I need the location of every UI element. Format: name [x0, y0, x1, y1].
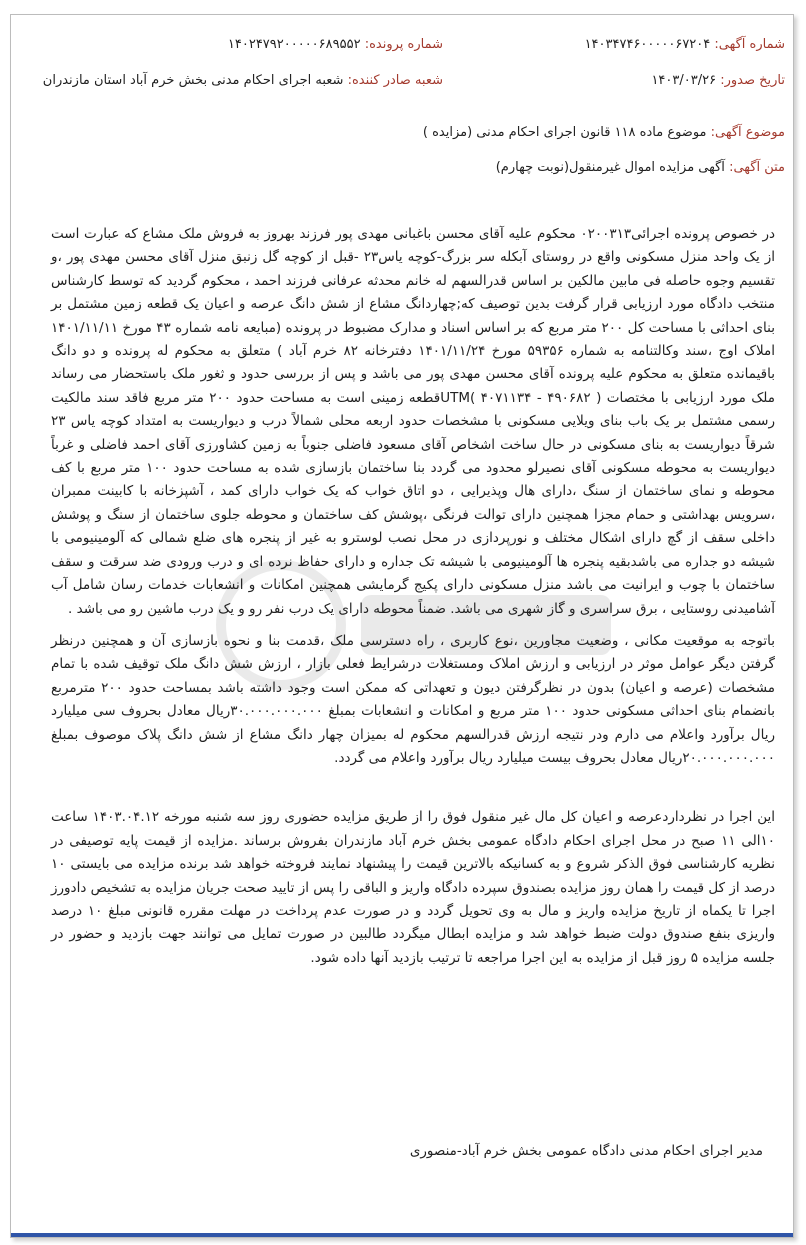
notice-subject — [423, 125, 785, 140]
issuing-branch-label: شعبه صادر کننده: — [347, 73, 443, 88]
notice-title-label: متن آگهی: — [729, 160, 785, 175]
notice-frame — [10, 14, 794, 1238]
case-number-value: ۱۴۰۲۴۷۹۲۰۰۰۰۰۶۸۹۵۵۲ — [227, 37, 361, 52]
case-number — [228, 37, 443, 52]
case-number-label: شماره پرونده: — [364, 37, 443, 52]
paragraph-property-description: در خصوص پرونده اجرائی۰۲۰۰۳۱۳ محکوم علیه آقای محسن باغبانی مهدی پور فرزند بهروز به فروش ملک مشاع که عبارت است از یک واحد منزل مسکونی واقع در روستای آبکله سر بزرگ-کوچه یاس۲۳ -قبل از کوچه گل زنبق منزل آقای محسن مهدی پور ،و تقسیم وجوه حاصله فی مابین مالکین بر اساس قدرالسهم له خانم محدثه عرفانی فرزند احمد ، محکوم گردید که توسط کارشناس منتخب دادگاه مورد ارزیابی قرار گرفت بدین توصیف که;چهاردانگ مشاع از شش دانگ عرصه و اعیان یک قطعه زمین مشتمل بر بنای احداثی با مساحت کل ۲۰۰ متر مربع که بر اساس اسناد و مدارک مضبوط در پرونده (مبایعه نامه شماره ۴۳ مورخ ۱۴۰۱/۱۱/۱۱ املاک اوج ،سند وکالتنامه به شماره ۵۹۳۵۶ مورخ ۱۴۰۱/۱۱/۲۴ دفترخانه ۸۲ خرم آباد ) متعلق به محکوم له پرونده و دو دانگ باقیمانده متعلق به محکوم علیه پرونده آقای محسن مهدی پور می باشد و پس از بررسی حدود و ثغور ملک باستحضار می رساند ملک مورد ارزیابی با مختصات ( ۴۹۰۶۸۲ - ۴۰۷۱۱۳۴ )UTMقطعه زمینی است به مساحت حدود ۲۰۰ متر مربع فاقد سند مالکیت رسمی مشتمل بر یک باب بنای ویلایی مسکونی با مشخصات حدود اربعه محلی شمالاً درب و دیواریست به امتداد کوچه یاس ۲۳ شرقاً دیواریست به بنای مسکونی در حال ساخت اشخاص آقای مسعود فاضلی جنوباً به زمین کشاورزی آقای احمد فاضلی و غرباً دیواریست به محوطه مسکونی آقای نصیرلو محدود می گردد بنا ساختمان بازسازی شده به مساحت حدود ۱۰۰ متر مربع با کف محوطه و نمای ساختمان از سنگ ،دارای هال وپذیرایی ، دو اتاق خواب که یک خواب دارای کمد ، آشپزخانه با کابینت ممبران ،سرویس بهداشتی و حمام مجزا همچنین دارای توالت فرنگی ،پوشش کف ساختمان و محوطه جلوی ساختمان از سنگ و پوشش داخلی سقف از گچ دارای اشکال مختلف و نورپردازی در محل نصب لوسترو به غیر از پنجره های ضلع شمالی که آلومینیومی با شیشه دو جداره می باشدبقیه پنجره ها آلومینیومی با شیشه تک جداره و دارای حفاظ نرده ای و درب ورودی ضد سرقت و سقف ساختمان با چوب و ایرانیت می باشد منزل مسکونی دارای پکیج گرمایشی همچنین امکانات و انشعابات خدمات رسان شامل آب آشامیدنی روستایی ، برق سراسری و گاز شهری می باشد. ضمناً محوطه دارای یک درب نفر رو و یک درب ماشین رو می باشد . — [51, 226, 776, 617]
notice-number-label: شماره آگهی: — [714, 37, 785, 52]
signature-line: مدیر اجرای احکام مدنی دادگاه عمومی بخش خرم آباد-منصوری — [409, 1143, 763, 1159]
issuing-branch-value: شعبه اجرای احکام مدنی بخش خرم آباد استان مازندران — [42, 73, 344, 88]
notice-title-value: آگهی مزایده اموال غیرمنقول(نوبت چهارم) — [495, 160, 725, 175]
bottom-accent-bar — [11, 1233, 793, 1237]
paragraph-auction-terms: این اجرا در نظرداردعرصه و اعیان کل مال غیر منقول فوق را از طریق مزایده حضوری روز سه شنبه مورخه ۱۴۰۳.۰۴.۱۲ ساعت ۱۰الی ۱۱ صبح در محل اجرای احکام دادگاه عمومی بخش خرم آباد مازندران بفروش برساند .مزایده از قیمت پایه توصیفی در نظریه کارشناسی فوق الذکر شروع و به کسانیکه بالاترین قیمت را پیشنهاد نمایند فروخته خواهد شد برنده مزایده می بایستی ۱۰ درصد از کل قیمت را همان روز مزایده بصندوق سپرده دادگاه واریز و الباقی را پس از تایید صحت جریان مزایده به تشخیص دادورز اجرا تا یکماه از تاریخ مزایده واریز و مال به وی تحویل گردد و در صورت عدم پرداخت در مهلت مقرره قانونی مبلغ ۱۰ درصد واریزی بنفع صندوق دولت ضبط خواهد شد و مزایده ابطال میگردد طالبین در صورت تمایل می توانند جهت بازدید و حضور در جلسه مزایده ۵ روز قبل از مزایده به این اجرا مراجعه تا ترتیب بازدید آنها داده شود. — [51, 809, 775, 966]
issue-date — [651, 73, 785, 88]
issue-date-label: تاریخ صدور: — [720, 73, 785, 88]
issuing-branch — [43, 73, 443, 88]
issue-date-value: ۱۴۰۳/۰۳/۲۶ — [651, 73, 717, 88]
notice-number-value: ۱۴۰۳۴۷۴۶۰۰۰۰۰۶۷۲۰۴ — [584, 37, 711, 52]
notice-number — [585, 37, 785, 52]
notice-subject-label: موضوع آگهی: — [710, 125, 785, 140]
notice-title — [496, 160, 785, 175]
notice-body — [51, 223, 775, 976]
paragraph-valuation: باتوجه به موقعیت مکانی ، وضعیت مجاورین ،نوع کاربری ، راه دسترسی ملک ،قدمت بنا و نحوه بازسازی آن و همچنین درنظر گرفتن دیگر عوامل موثر در ارزیابی و ارزش املاک ومستغلات درشرایط فعلی بازار ، ارزش شش دانگ ملک توقیف شده با تمام مشخصات (عرصه و اعیان) بدون در نظرگرفتن دیون و تعهداتی که ممکن است وجود داشته باشد بمساحت حدود ۲۰۰ مترمربع بانضمام بنای احداثی مسکونی حدود ۱۰۰ متر مربع و امکانات و انشعابات بمبلغ ۳۰.۰۰۰.۰۰۰.۰۰۰ریال معادل بحروف سی میلیارد ریال برآورد واعلام می دارم ودر نتیجه ارزش قدرالسهم محکوم له بمیزان چهار دانگ مشاع از شش دانگ پلاک موصوف بمبلغ ۲۰.۰۰۰.۰۰۰.۰۰۰ریال معادل بحروف بیست میلیارد ریال برآورد واعلام می گردد. — [51, 632, 776, 766]
notice-subject-value: موضوع ماده ۱۱۸ قانون اجرای احکام مدنی (مزایده ) — [422, 125, 707, 140]
